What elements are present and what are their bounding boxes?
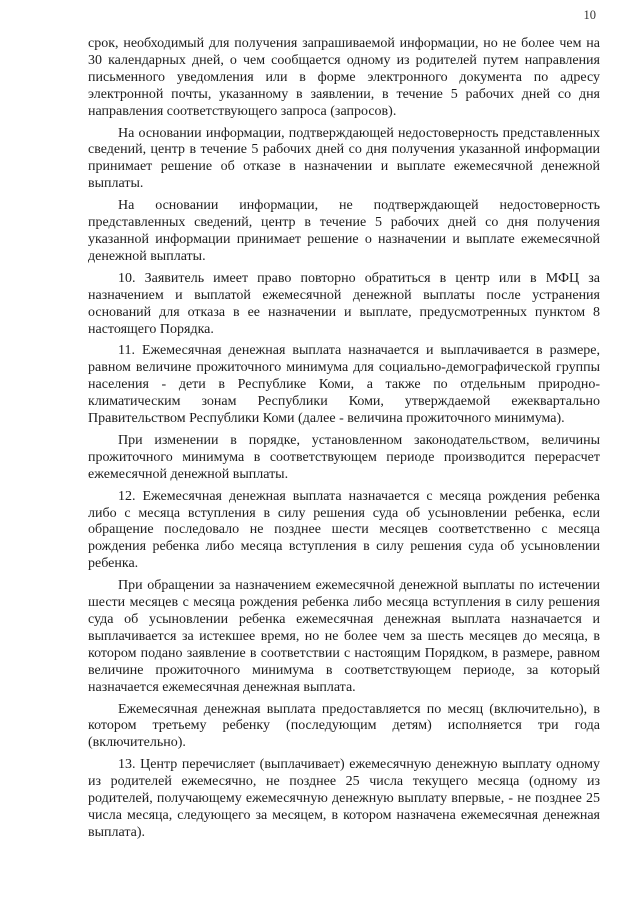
paragraph-clause-11: 11. Ежемесячная денежная выплата назначается и выплачивается в размере, равном величине прожиточного минимума для социально-демографической группы населения - дети в Республике Коми, а также по отдельным природно-климатическим зонам Республики Коми, утверждаемой ежеквартально Правительством Республики Коми (далее - величина прожиточного минимума).	[88, 343, 600, 427]
paragraph-clause-13: 13. Центр перечисляет (выплачивает) ежемесячную денежную выплату одному из родителей ежемесячно, не позднее 25 числа текущего месяца (одному из родителей, получающему ежемесячную денежную выплату впервые, - не позднее 25 числа месяца, следующего за месяцем, в котором назначена ежемесячная денежная выплата).	[88, 757, 600, 840]
paragraph-clause-12: 12. Ежемесячная денежная выплата назначается с месяца рождения ребенка либо с месяца вступления в силу решения суда об усыновлении ребенка, если обращение последовало не позднее шести месяцев соответственно с месяца рождения ребенка либо месяца вступления в силу решения суда об усыновлении ребенка.	[88, 488, 600, 572]
paragraph-recalculation: При изменении в порядке, установленном законодательством, величины прожиточного минимума в соответствующем периоде производится перерасчет ежемесячной денежной выплаты.	[88, 432, 600, 482]
paragraph-refusal-basis: На основании информации, подтверждающей недостоверность представленных сведений, центр в течение 5 рабочих дней со дня получения указанной информации принимает решение об отказе в назначении и выплате ежемесячной денежной выплаты.	[88, 125, 600, 192]
paragraph-payment-period: Ежемесячная денежная выплата предоставляется по месяц (включительно), в котором третьему ребенку (последующим детям) исполняется три года (включительно).	[88, 701, 600, 751]
paragraph-late-application: При обращении за назначением ежемесячной денежной выплаты по истечении шести месяцев с месяца рождения ребенка либо месяца вступления в силу решения суда об усыновлении ребенка ежемесячная денежная выплата назначается и выплачивается за истекшее время, но не более чем за шесть месяцев до месяца, в котором подано заявление в соответствии с настоящим Порядком, в размере, равном величине прожиточного минимума в соответствующем периоде, за который назначается ежемесячная денежная выплата.	[88, 578, 600, 695]
paragraph-approval-basis: На основании информации, не подтверждающей недостоверность представленных сведений, центр в течение 5 рабочих дней со дня получения указанной информации принимает решение о назначении и выплате ежемесячной денежной выплаты.	[88, 198, 600, 264]
paragraph-continuation: срок, необходимый для получения запрашиваемой информации, но не более чем на 30 календарных дней, о чем сообщается одному из родителей путем направления письменного уведомления или в форме электронного документа по адресу электронной почты, указанному в заявлении, в течение 5 рабочих дней со дня направления соответствующего запроса (запросов).	[88, 36, 600, 119]
document-body	[88, 36, 600, 847]
paragraph-clause-10: 10. Заявитель имеет право повторно обратиться в центр или в МФЦ за назначением и выплатой ежемесячной денежной выплаты после устранения оснований для отказа в ее назначении и выплате, предусмотренных пунктом 8 настоящего Порядка.	[88, 270, 600, 337]
page-number: 10	[583, 8, 596, 22]
